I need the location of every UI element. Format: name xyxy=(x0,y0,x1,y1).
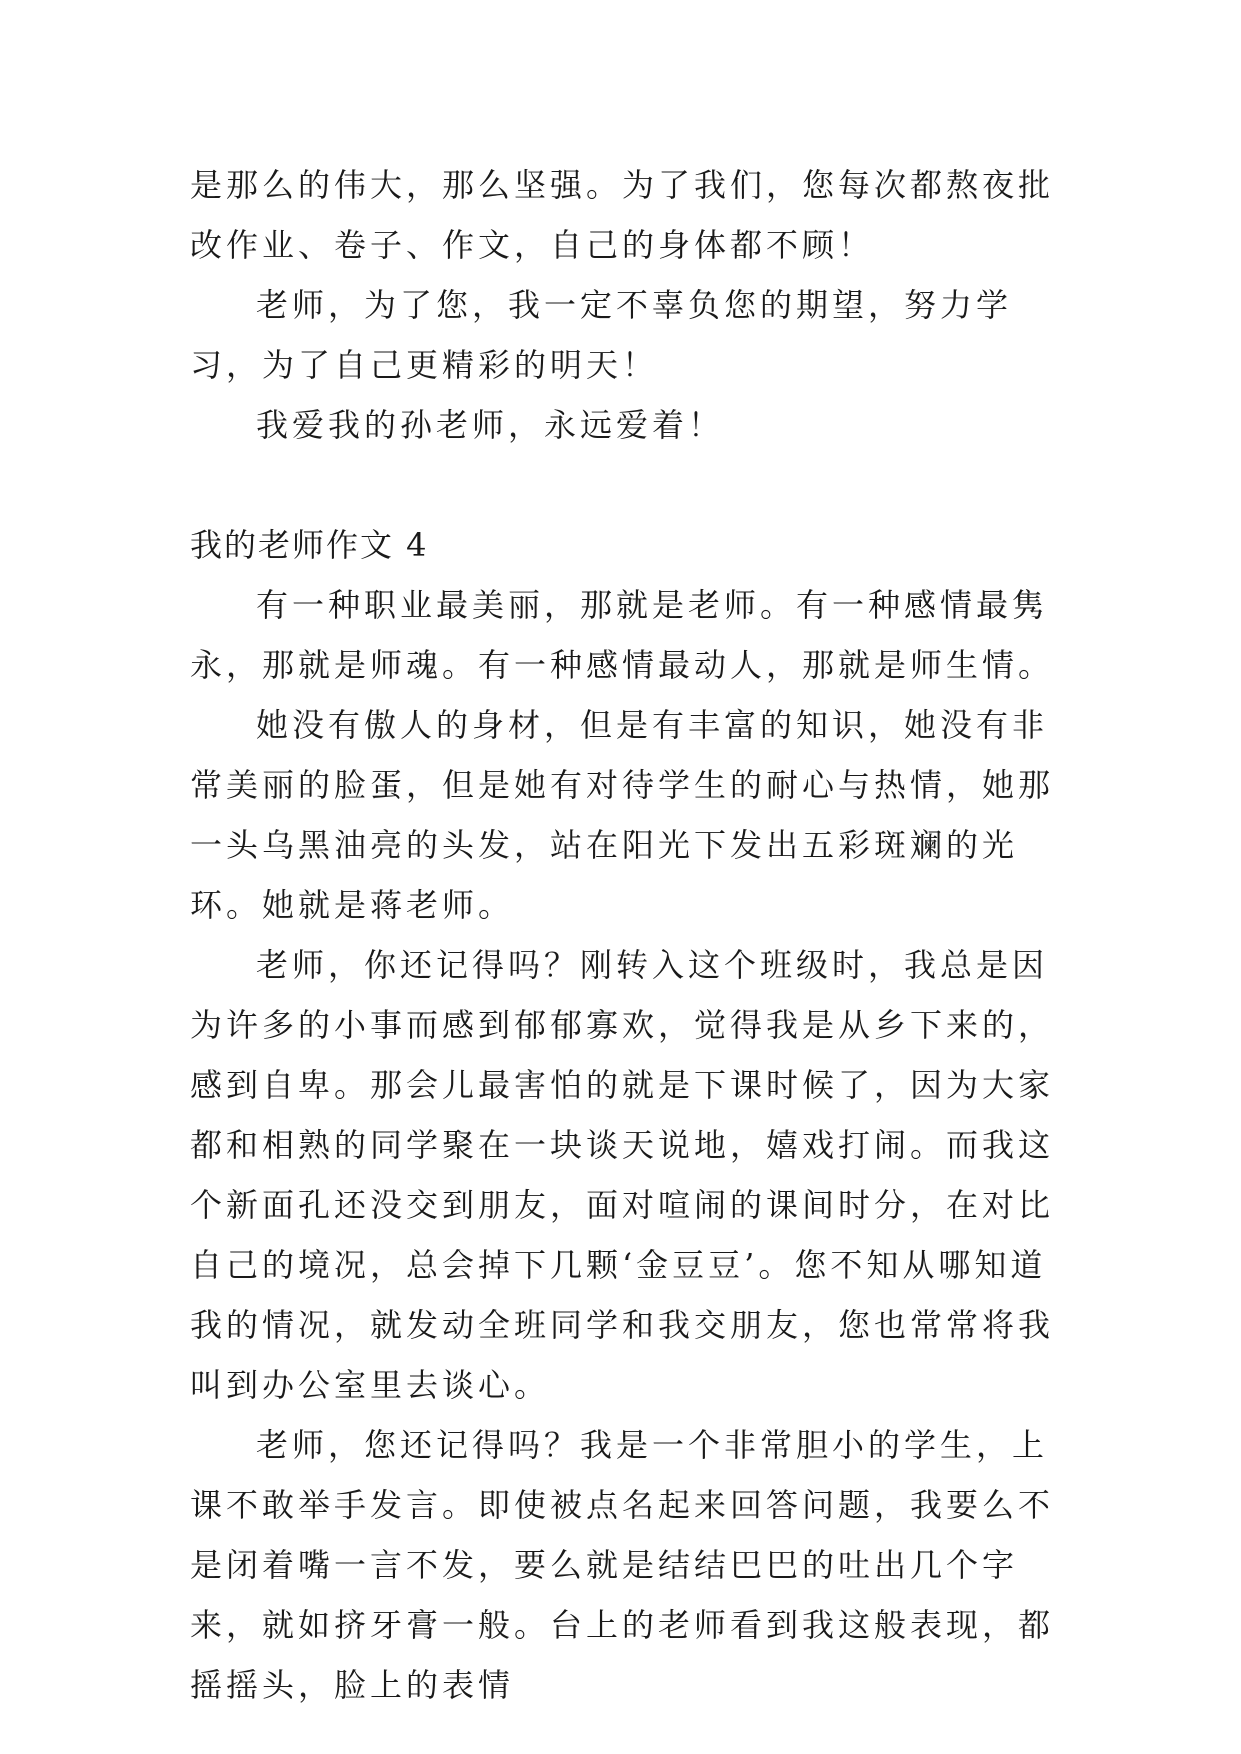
paragraph-continued: 是那么的伟大，那么坚强。为了我们，您每次都熬夜批改作业、卷子、作文，自己的身体都不顾！ xyxy=(190,166,1055,264)
paragraph: 她没有傲人的身材，但是有丰富的知识，她没有非常美丽的脸蛋，但是她有对待学生的耐心与热情，她那一头乌黑油亮的头发，站在阳光下发出五彩斑斓的光环。她就是蒋老师。 xyxy=(190,706,1055,924)
paragraph: 老师，你还记得吗？刚转入这个班级时，我总是因为许多的小事而感到郁郁寡欢，觉得我是从乡下来的，感到自卑。那会儿最害怕的就是下课时候了，因为大家都和相熟的同学聚在一块谈天说地，嬉戏打闹。而我这个新面孔还没交到朋友，面对喧闹的课间时分，在对比自己的境况，总会掉下几颗‘金豆豆’。您不知从哪知道我的情况，就发动全班同学和我交朋友，您也常常将我叫到办公室里去谈心。 xyxy=(190,946,1055,1404)
paragraph: 老师，您还记得吗？我是一个非常胆小的学生，上课不敢举手发言。即使被点名起来回答问题，我要么不是闭着嘴一言不发，要么就是结结巴巴的吐出几个字来，就如挤牙膏一般。台上的老师看到我这般表现，都摇摇头，脸上的表情 xyxy=(190,1426,1055,1704)
essay-body xyxy=(190,155,1060,1715)
section-title: 我的老师作文 4 xyxy=(190,526,429,564)
paragraph: 我爱我的孙老师，永远爱着！ xyxy=(256,406,725,444)
paragraph: 有一种职业最美丽，那就是老师。有一种感情最隽永，那就是师魂。有一种感情最动人，那就是师生情。 xyxy=(190,586,1055,684)
paragraph: 老师，为了您，我一定不辜负您的期望，努力学习，为了自己更精彩的明天！ xyxy=(190,286,1013,384)
